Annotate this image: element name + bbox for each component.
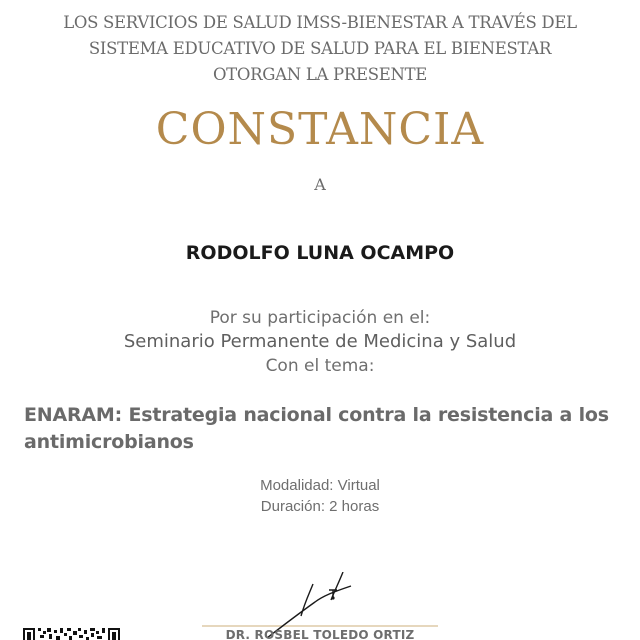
certificate-title: CONSTANCIA	[155, 104, 485, 155]
participation-intro: Por su participación en el:	[209, 308, 431, 328]
participation-block	[0, 306, 640, 378]
signer-name: DR. ROSBEL TOLEDO ORTIZ	[225, 628, 415, 640]
issuer-line-3: OTORGAN LA PRESENTE	[212, 65, 428, 84]
topic-title: ENARAM: Estrategia nacional contra la resistencia a los antimicrobianos	[24, 404, 609, 453]
modality: Modalidad: Virtual	[260, 477, 380, 494]
to-label: A	[314, 175, 326, 194]
issuer-heading	[0, 10, 640, 88]
topic-label: Con el tema:	[265, 356, 375, 376]
event-name: Seminario Permanente de Medicina y Salud	[123, 331, 517, 352]
issuer-line-2: SISTEMA EDUCATIVO DE SALUD PARA EL BIENESTAR	[88, 39, 552, 58]
recipient-name: RODOLFO LUNA OCAMPO	[185, 242, 455, 264]
duration: Duración: 2 horas	[260, 498, 380, 515]
issuer-line-1: LOS SERVICIOS DE SALUD IMSS-BIENESTAR A TRAVÉS DEL	[63, 13, 577, 32]
details-block	[0, 475, 640, 517]
